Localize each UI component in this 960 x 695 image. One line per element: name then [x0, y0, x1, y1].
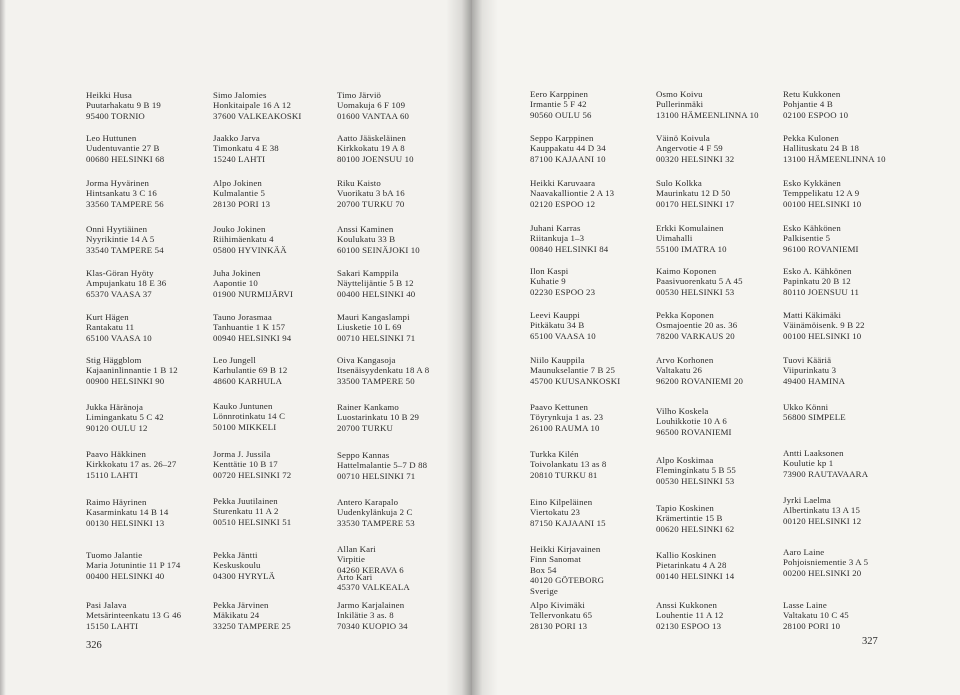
- entry-line: Louhentie 11 A 12: [656, 610, 724, 621]
- entry-line: Aapontie 10: [213, 278, 258, 289]
- address-entry: [86, 178, 164, 209]
- entry-line: 13100 HÄMEENLINNA 10: [656, 109, 759, 120]
- entry-name: Antero Karapalo: [337, 497, 399, 507]
- entry-line: 15150 LAHTI: [86, 620, 139, 631]
- address-entry: [656, 550, 734, 581]
- entry-line: Kajaaninlinnantie 1 B 12: [86, 365, 178, 376]
- address-entry: [656, 600, 723, 631]
- entry-line: 13100 HÄMEENLINNA 10: [783, 153, 886, 164]
- entry-line: 48600 KARHULA: [213, 375, 283, 386]
- entry-line: Kulmalantie 5: [213, 188, 266, 199]
- entry-line: Riihimäenkatu 4: [213, 234, 274, 245]
- entry-line: 00710 HELSINKI 71: [337, 332, 416, 343]
- entry-name: Klas-Göran Hyöty: [86, 268, 154, 278]
- address-entry: [783, 266, 859, 297]
- entry-line: 80100 JOENSUU 10: [337, 153, 414, 164]
- entry-line: 33500 TAMPERE 50: [337, 375, 415, 386]
- entry-name: Pasi Jalava: [86, 600, 127, 610]
- address-entry: [337, 312, 415, 343]
- entry-line: 33250 TAMPERE 25: [213, 620, 291, 631]
- entry-name: Pekka Juutilainen: [213, 496, 278, 506]
- address-entry: [86, 268, 166, 299]
- entry-line: 56800 SIMPELE: [783, 412, 846, 423]
- entry-line: 00120 HELSINKI 12: [783, 515, 862, 526]
- entry-line: Albertinkatu 13 A 15: [783, 505, 861, 516]
- left-edge-shadow: [0, 0, 6, 695]
- entry-name: Eero Karppinen: [530, 89, 589, 99]
- entry-name: Leo Huttunen: [86, 133, 137, 143]
- entry-line: 70340 KUOPIO 34: [337, 620, 408, 631]
- entry-line: 20700 TURKU 70: [337, 198, 405, 209]
- entry-name: Väinö Koivula: [656, 133, 710, 143]
- address-entry: [86, 600, 181, 631]
- entry-name: Pekka Koponen: [656, 310, 714, 320]
- address-entry: [783, 355, 845, 386]
- address-entry: [86, 312, 152, 343]
- entry-line: Maria Jotunintie 11 P 174: [86, 560, 181, 571]
- entry-line: 00100 HELSINKI 10: [783, 330, 862, 341]
- entry-name: Kurt Hägen: [86, 312, 129, 322]
- address-entry: [213, 600, 291, 631]
- entry-line: Valtakatu 26: [656, 365, 703, 376]
- address-entry: [783, 448, 868, 479]
- entry-line: 05800 HYVINKÄÄ: [213, 244, 287, 255]
- entry-line: Flemingínkatu 5 B 55: [656, 465, 736, 476]
- entry-name: Pekka Kulonen: [783, 133, 839, 143]
- entry-name: Ilon Kaspi: [530, 266, 569, 276]
- address-entry: [530, 449, 606, 480]
- page-number-right: 327: [862, 636, 878, 647]
- entry-name: Leevi Kauppi: [530, 310, 580, 320]
- entry-line: Temppelikatu 12 A 9: [783, 188, 860, 199]
- entry-line: Metsärinteenkatu 13 G 46: [86, 610, 182, 621]
- address-entry: [530, 497, 606, 528]
- address-entry: [783, 223, 859, 254]
- entry-line: Pohjantie 4 B: [783, 99, 833, 110]
- address-entry: [86, 90, 161, 121]
- entry-line: 02100 ESPOO 10: [783, 109, 849, 120]
- entry-name: Timo Järviö: [337, 90, 382, 100]
- address-entry: [783, 600, 849, 631]
- entry-line: 28130 PORI 13: [530, 620, 588, 631]
- entry-line: 00940 HELSINKI 94: [213, 332, 292, 343]
- entry-name: Stig Häggblom: [86, 355, 142, 365]
- entry-name: Vilho Koskela: [656, 406, 709, 416]
- entry-name: Jorma J. Jussila: [213, 449, 271, 459]
- entry-line: Tanhuantie 1 K 157: [213, 322, 286, 333]
- address-entry: [530, 178, 614, 209]
- entry-line: 78200 VARKAUS 20: [656, 330, 735, 341]
- entry-line: Kirkkokatu 17 as. 26–27: [86, 459, 177, 470]
- address-entry: [656, 266, 743, 297]
- entry-name: Esko Kykkänen: [783, 178, 841, 188]
- address-entry: [86, 355, 178, 386]
- entry-line: Valtakatu 10 C 45: [783, 610, 849, 621]
- address-entry: [530, 310, 596, 341]
- entry-line: 65100 VAASA 10: [530, 330, 596, 341]
- entry-name: Jorma Hyvärinen: [86, 178, 150, 188]
- entry-line: 00720 HELSINKI 72: [213, 469, 292, 480]
- entry-line: Liusketie 10 L 69: [337, 322, 402, 333]
- entry-name: Leo Jungell: [213, 355, 256, 365]
- entry-line: 87150 KAJAANI 15: [530, 517, 606, 528]
- address-entry: [530, 89, 592, 120]
- entry-name: Tapio Koskinen: [656, 503, 714, 513]
- entry-line: 60100 SEINÄJOKI 10: [337, 244, 420, 255]
- entry-line: Nyyrikintie 14 A 5: [86, 234, 155, 245]
- entry-line: Hintsankatu 3 C 16: [86, 188, 157, 199]
- entry-line: 15240 LAHTI: [213, 153, 266, 164]
- address-entry: [530, 223, 608, 254]
- address-entry: [337, 90, 409, 121]
- address-entry: [337, 178, 405, 209]
- entry-name: Heikki Husa: [86, 90, 132, 100]
- entry-line: Tellervonkatu 65: [530, 610, 593, 621]
- entry-line: 49400 HAMINA: [783, 375, 846, 386]
- address-entry: [213, 312, 291, 343]
- address-entry: [337, 572, 410, 593]
- address-entry: [86, 402, 164, 433]
- address-entry: [213, 550, 275, 581]
- entry-line: 00510 HELSINKI 51: [213, 516, 292, 527]
- entry-line: Vuorikatu 3 bA 16: [337, 188, 405, 199]
- entry-name: Juhani Karras: [530, 223, 581, 233]
- address-entry: [530, 402, 603, 433]
- entry-name: Erkki Komulainen: [656, 223, 724, 233]
- address-entry: [213, 449, 291, 480]
- entry-name: Allan Kari: [337, 544, 376, 554]
- entry-line: Uudentuvantie 27 B: [86, 143, 160, 154]
- address-entry: [213, 90, 302, 121]
- entry-name: Riku Kaisto: [337, 178, 381, 188]
- address-entry: [337, 224, 420, 255]
- entry-name: Sulo Kolkka: [656, 178, 702, 188]
- entry-line: Limingankatu 5 C 42: [86, 412, 164, 423]
- entry-line: Pietarinkatu 4 A 28: [656, 560, 727, 571]
- entry-name: Tuovi Kääriä: [783, 355, 832, 365]
- entry-line: Osmajoentie 20 as. 36: [656, 320, 738, 331]
- entry-name: Pekka Järvinen: [213, 600, 269, 610]
- entry-line: Kuhatie 9: [530, 276, 566, 287]
- address-entry: [656, 355, 743, 386]
- entry-line: 55100 IMATRA 10: [656, 243, 727, 254]
- entry-line: 00200 HELSINKI 20: [783, 567, 862, 578]
- entry-line: Koulukatu 33 B: [337, 234, 396, 245]
- address-entry: [337, 133, 414, 164]
- entry-line: 00900 HELSINKI 90: [86, 375, 165, 386]
- address-entry: [337, 544, 404, 575]
- address-entry: [213, 268, 293, 299]
- entry-line: 20700 TURKU: [337, 422, 393, 433]
- entry-line: Maunukselantie 7 B 25: [530, 365, 615, 376]
- address-entry: [337, 497, 415, 528]
- entry-line: Box 54: [530, 564, 557, 575]
- entry-line: 73900 RAUTAVAARA: [783, 468, 869, 479]
- address-entry: [213, 401, 285, 432]
- entry-line: 33560 TAMPERE 56: [86, 198, 164, 209]
- entry-line: Krämertintie 15 B: [656, 513, 723, 524]
- entry-line: Toivolankatu 13 as 8: [530, 459, 607, 470]
- entry-line: 80110 JOENSUU 11: [783, 286, 860, 297]
- entry-line: 00620 HELSINKI 62: [656, 523, 735, 534]
- entry-line: Mäkikatu 24: [213, 610, 260, 621]
- entry-line: 40120 GÖTEBORG: [530, 575, 605, 586]
- address-entry: [530, 600, 592, 631]
- entry-line: 90120 OULU 12: [86, 422, 148, 433]
- entry-line: Hallituskatu 24 B 18: [783, 143, 860, 154]
- entry-name: Alpo Jokinen: [213, 178, 262, 188]
- entry-name: Sakari Kamppila: [337, 268, 399, 278]
- entry-line: Pullerinmäki: [656, 99, 704, 110]
- address-entry: [656, 223, 727, 254]
- entry-line: Virpitie: [337, 554, 366, 565]
- entry-line: Lönnrotinkatu 14 C: [213, 411, 286, 422]
- entry-line: Karhulantie 69 B 12: [213, 365, 288, 376]
- entry-name: Kauko Juntunen: [213, 401, 273, 411]
- entry-line: Finn Sanomat: [530, 554, 581, 565]
- entry-line: 00680 HELSINKI 68: [86, 153, 165, 164]
- entry-line: 00100 HELSINKI 10: [783, 198, 862, 209]
- address-entry: [530, 266, 595, 297]
- address-entry: [337, 355, 429, 386]
- entry-line: 96200 ROVANIEMI 20: [656, 375, 744, 386]
- entry-line: Väinämöisenk. 9 B 22: [783, 320, 865, 331]
- entry-line: 20810 TURKU 81: [530, 469, 598, 480]
- address-entry: [783, 89, 848, 120]
- entry-name: Paavo Häkkinen: [86, 449, 146, 459]
- address-entry: [86, 449, 176, 480]
- entry-name: Arvo Korhonen: [656, 355, 714, 365]
- entry-name: Retu Kukkonen: [783, 89, 841, 99]
- entry-line: Hattelmalantie 5–7 D 88: [337, 460, 428, 471]
- entry-line: Riitankuja 1–3: [530, 233, 585, 244]
- address-entry: [783, 402, 846, 423]
- entry-name: Turkka Kilén: [530, 449, 579, 459]
- entry-line: 00400 HELSINKI 40: [337, 288, 416, 299]
- entry-line: Maurinkatu 12 D 50: [656, 188, 731, 199]
- entry-name: Rainer Kankamo: [337, 402, 399, 412]
- entry-name: Heikki Karuvaara: [530, 178, 596, 188]
- address-entry: [783, 178, 861, 209]
- entry-line: 00530 HELSINKI 53: [656, 475, 735, 486]
- entry-name: Jukka Häränoja: [86, 402, 144, 412]
- entry-line: Koulutie kp 1: [783, 458, 834, 469]
- entry-line: 50100 MIKKELI: [213, 421, 277, 432]
- entry-name: Kaimo Koponen: [656, 266, 717, 276]
- address-entry: [86, 550, 180, 581]
- page-number-left: 326: [86, 640, 102, 651]
- entry-name: Aatto Jääskeläinen: [337, 133, 406, 143]
- address-entry: [530, 133, 606, 164]
- entry-line: Ampujankatu 18 E 36: [86, 278, 167, 289]
- entry-line: Kenttätie 10 B 17: [213, 459, 278, 470]
- address-entry: [337, 600, 408, 631]
- address-entry: [86, 497, 168, 528]
- entry-name: Juha Jokinen: [213, 268, 261, 278]
- entry-line: Uudenkylänkuja 2 C: [337, 507, 413, 518]
- entry-name: Jaakko Jarva: [213, 133, 260, 143]
- address-entry: [656, 178, 734, 209]
- entry-name: Aaro Laine: [783, 547, 825, 557]
- entry-name: Anssi Kukkonen: [656, 600, 717, 610]
- address-entry: [86, 133, 164, 164]
- entry-line: 00710 HELSINKI 71: [337, 470, 416, 481]
- address-entry: [213, 133, 279, 164]
- entry-line: 45700 KUUSANKOSKI: [530, 375, 621, 386]
- entry-line: Angervotie 4 F 59: [656, 143, 723, 154]
- entry-line: 37600 VALKEAKOSKI: [213, 110, 302, 121]
- entry-line: Keskuskoulu: [213, 560, 261, 571]
- entry-line: 33540 TAMPERE 54: [86, 244, 164, 255]
- entry-line: 90560 OULU 56: [530, 109, 592, 120]
- entry-line: Paasivuorenkatu 5 A 45: [656, 276, 743, 287]
- entry-line: Pitkäkatu 34 B: [530, 320, 585, 331]
- address-entry: [656, 455, 736, 486]
- entry-line: 87100 KAJAANI 10: [530, 153, 606, 164]
- entry-name: Jyrki Laelma: [783, 495, 831, 505]
- address-entry: [783, 310, 865, 341]
- address-entry: [530, 355, 620, 386]
- entry-line: Sturenkatu 11 A 2: [213, 506, 279, 517]
- entry-line: Naavakalliontie 2 A 13: [530, 188, 615, 199]
- entry-name: Ukko Könni: [783, 402, 829, 412]
- entry-line: Sverige: [530, 585, 558, 596]
- entry-name: Arto Kari: [337, 572, 373, 582]
- entry-name: Heikki Kirjavainen: [530, 544, 601, 554]
- entry-line: Papinkatu 20 B 12: [783, 276, 851, 287]
- entry-name: Oiva Kangasoja: [337, 355, 396, 365]
- entry-line: Näyttelijäntie 5 B 12: [337, 278, 414, 289]
- entry-line: Inkilätie 3 as. 8: [337, 610, 394, 621]
- entry-line: 02130 ESPOO 13: [656, 620, 722, 631]
- entry-line: 00170 HELSINKI 17: [656, 198, 735, 209]
- entry-line: 96500 ROVANIEMI: [656, 426, 732, 437]
- entry-line: 28130 PORI 13: [213, 198, 271, 209]
- entry-line: 01600 VANTAA 60: [337, 110, 410, 121]
- entry-line: Pohjoisniementie 3 A 5: [783, 557, 869, 568]
- address-entry: [656, 89, 759, 120]
- entry-line: Puutarhakatu 9 B 19: [86, 100, 161, 111]
- address-entry: [213, 496, 291, 527]
- entry-line: 65370 VAASA 37: [86, 288, 152, 299]
- entry-name: Pekka Jäntti: [213, 550, 258, 560]
- entry-name: Seppo Karppinen: [530, 133, 594, 143]
- entry-name: Onni Hyytiäinen: [86, 224, 148, 234]
- entry-line: Irmantie 5 F 42: [530, 99, 587, 110]
- entry-name: Esko Kähkönen: [783, 223, 841, 233]
- entry-line: Uomakuja 6 F 109: [337, 100, 406, 111]
- address-entry: [213, 355, 287, 386]
- entry-name: Tauno Jorasmaa: [213, 312, 272, 322]
- entry-line: Luostarinkatu 10 B 29: [337, 412, 420, 423]
- entry-name: Antti Laaksonen: [783, 448, 844, 458]
- entry-name: Paavo Kettunen: [530, 402, 589, 412]
- entry-name: Seppo Kannas: [337, 450, 390, 460]
- entry-line: Timonkatu 4 E 38: [213, 143, 279, 154]
- entry-line: 96100 ROVANIEMI: [783, 243, 859, 254]
- entry-name: Niilo Kauppila: [530, 355, 585, 365]
- entry-name: Alpo Kivimäki: [530, 600, 585, 610]
- entry-line: Louhikkotie 10 A 6: [656, 416, 727, 427]
- entry-line: 00400 HELSINKI 40: [86, 570, 165, 581]
- entry-name: Osmo Koivu: [656, 89, 703, 99]
- address-entry: [783, 495, 861, 526]
- entry-line: Uimahalli: [656, 233, 693, 244]
- entry-name: Jouko Jokinen: [213, 224, 266, 234]
- entry-line: 00840 HELSINKI 84: [530, 243, 609, 254]
- entry-name: Jarmo Karjalainen: [337, 600, 405, 610]
- entry-name: Tuomo Jalantie: [86, 550, 143, 560]
- entry-name: Esko A. Kähkönen: [783, 266, 852, 276]
- entry-line: 00320 HELSINKI 32: [656, 153, 735, 164]
- address-entry: [530, 544, 604, 596]
- address-entry: [213, 178, 270, 209]
- entry-line: Kauppakatu 44 D 34: [530, 143, 606, 154]
- address-entry: [213, 224, 287, 255]
- entry-line: Rantakatu 11: [86, 322, 135, 333]
- address-entry: [337, 450, 427, 481]
- address-entry: [656, 133, 734, 164]
- entry-name: Raimo Häyrinen: [86, 497, 147, 507]
- entry-line: 02230 ESPOO 23: [530, 286, 596, 297]
- entry-line: Itsenäisyydenkatu 18 A 8: [337, 365, 430, 376]
- entry-line: Palkisentie 5: [783, 233, 831, 244]
- entry-line: 04260 KERAVA 6: [337, 564, 404, 575]
- address-entry: [656, 310, 737, 341]
- address-entry: [656, 503, 734, 534]
- entry-line: 33530 TAMPERE 53: [337, 517, 415, 528]
- address-entry: [86, 224, 164, 255]
- address-entry: [783, 547, 868, 578]
- address-entry: [337, 402, 419, 433]
- entry-name: Eino Kilpeläinen: [530, 497, 593, 507]
- entry-name: Matti Käkimäki: [783, 310, 842, 320]
- entry-line: Töyrynkuja 1 as. 23: [530, 412, 604, 423]
- entry-line: 00530 HELSINKI 53: [656, 286, 735, 297]
- entry-name: Kallio Koskinen: [656, 550, 717, 560]
- address-entry: [337, 268, 415, 299]
- entry-name: Simo Jalomies: [213, 90, 267, 100]
- entry-line: Viertokatu 23: [530, 507, 581, 518]
- entry-line: Honkitaipale 16 A 12: [213, 100, 292, 111]
- entry-line: 28100 PORI 10: [783, 620, 841, 631]
- entry-line: 26100 RAUMA 10: [530, 422, 600, 433]
- entry-line: 15110 LAHTI: [86, 469, 138, 480]
- address-entry: [783, 133, 886, 164]
- entry-line: 01900 NURMIJÄRVI: [213, 288, 294, 299]
- entry-name: Anssi Kaminen: [337, 224, 394, 234]
- entry-line: 02120 ESPOO 12: [530, 198, 596, 209]
- entry-line: 00130 HELSINKI 13: [86, 517, 165, 528]
- entry-line: 65100 VAASA 10: [86, 332, 152, 343]
- entry-line: 45370 VALKEALA: [337, 582, 410, 593]
- entry-line: Kasarminkatu 14 B 14: [86, 507, 169, 518]
- entry-name: Mauri Kangaslampi: [337, 312, 410, 322]
- entry-line: Viipurinkatu 3: [783, 365, 837, 376]
- entry-line: Kirkkokatu 19 A 8: [337, 143, 405, 154]
- entry-line: 95400 TORNIO: [86, 110, 145, 121]
- address-entry: [656, 406, 732, 437]
- entry-line: 00140 HELSINKI 14: [656, 570, 735, 581]
- entry-name: Alpo Koskimaa: [656, 455, 714, 465]
- entry-name: Lasse Laine: [783, 600, 827, 610]
- entry-line: 04300 HYRYLÄ: [213, 570, 276, 581]
